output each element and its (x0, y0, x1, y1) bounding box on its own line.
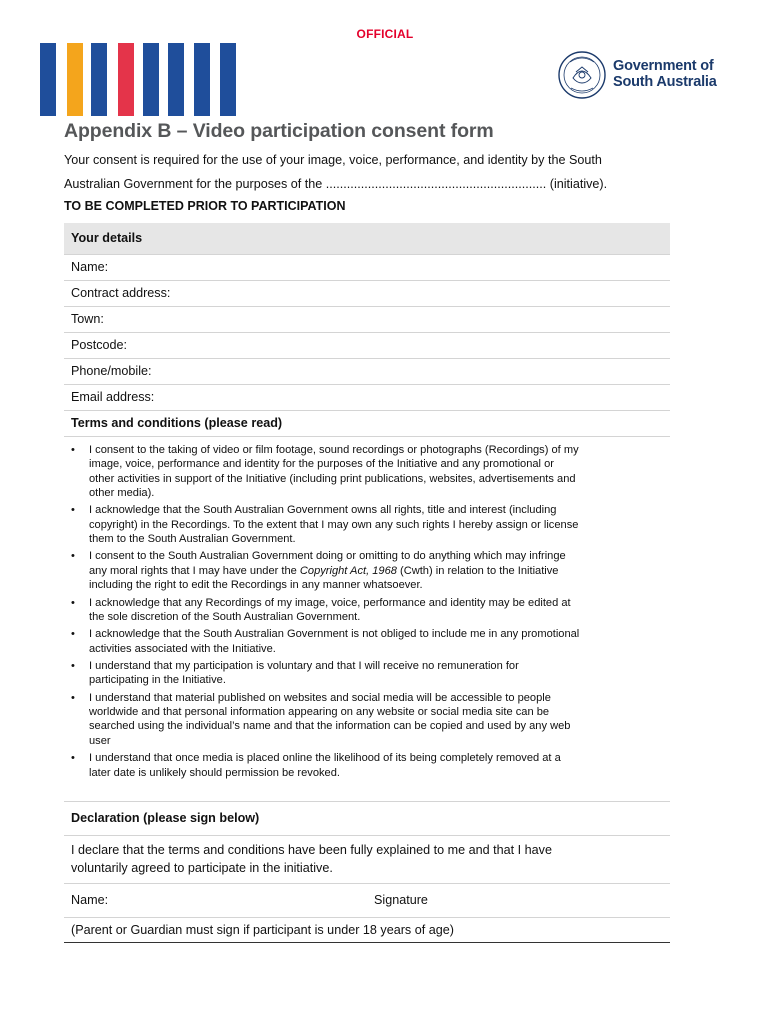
stripe (168, 43, 184, 116)
government-crest-icon (557, 50, 607, 100)
term-line: other activities in support of the Initiative (including print publications, websites, advertisements and (89, 472, 576, 485)
declaration-line: I declare that the terms and conditions have been fully explained to me and that I have (71, 843, 552, 857)
postcode-field[interactable]: Postcode: (64, 333, 670, 359)
intro-line: Your consent is required for the use of your image, voice, performance, and identity by the South (64, 153, 602, 167)
term-line: I understand that material published on websites and social media will be accessible to people (89, 691, 551, 704)
bullet-icon: • (71, 444, 75, 456)
list-item (64, 691, 670, 748)
term-line: I acknowledge that the South Australian Government owns all rights, title and interest (including (89, 504, 557, 517)
term-line: I consent to the South Australian Government doing or omitting to do anything which may infringe (89, 550, 566, 563)
list-item (64, 596, 670, 625)
list-item (64, 627, 670, 656)
prior-notice: TO BE COMPLETED PRIOR TO PARTICIPATION (64, 199, 346, 213)
declaration-section (64, 801, 670, 943)
terms-list (64, 443, 670, 783)
term-text: any moral rights that I may have under the (89, 564, 300, 577)
list-item (64, 751, 670, 780)
list-item (64, 659, 670, 688)
term-line: user (89, 734, 111, 747)
term-line: participating in the Initiative. (89, 674, 226, 687)
declaration-line: voluntarily agreed to participate in the initiative. (71, 860, 333, 875)
term-line: I acknowledge that any Recordings of my image, voice, performance and identity may be edited at (89, 596, 571, 609)
term-line: image, voice, performance and identity for the purposes of the Initiative and any promotional or (89, 458, 554, 471)
bullet-icon: • (71, 752, 75, 765)
stripe (220, 43, 236, 116)
bullet-icon: • (71, 550, 75, 563)
stripe (40, 43, 56, 116)
term-line: the sole discretion of the South Australian Government. (89, 610, 361, 623)
term-line: including the right to edit the Recordings in any manner whatsoever. (89, 579, 423, 592)
term-line: them to the South Australian Government. (89, 532, 296, 545)
your-details-heading: Your details (64, 223, 670, 254)
terms-heading: Terms and conditions (please read) (64, 410, 670, 437)
declaration-name-field[interactable]: Name: (71, 893, 109, 907)
bullet-icon: • (71, 504, 75, 517)
stripe (143, 43, 159, 116)
signature-field[interactable]: Signature (374, 893, 428, 907)
term-line: copyright) in the Recordings. To the extent that I may own any such rights I hereby assign or license (89, 518, 579, 531)
list-item (64, 549, 670, 592)
term-line: searched using the individual’s name and that the information can be copied and used by any web (89, 720, 571, 733)
stripe (194, 43, 210, 116)
term-line: I consent to the taking of video or film footage, sound recordings or photographs (Recordings) of my (89, 444, 579, 456)
declaration-text (64, 836, 670, 884)
signature-row (64, 884, 670, 918)
bullet-icon: • (71, 691, 75, 704)
bullet-icon: • (71, 596, 75, 609)
page-title: Appendix B – Video participation consent form (64, 120, 494, 142)
gov-name-line2: South Australia (613, 74, 717, 90)
government-logo (557, 50, 732, 102)
contract-address-field[interactable]: Contract address: (64, 281, 670, 307)
your-details-section (64, 223, 670, 411)
stripe (118, 43, 134, 116)
government-name (613, 58, 717, 90)
list-item (64, 503, 670, 546)
declaration-heading: Declaration (please sign below) (64, 801, 670, 836)
act-title: Copyright Act, 1968 (299, 564, 397, 577)
email-address-field[interactable]: Email address: (64, 385, 670, 411)
gov-name-line1: Government of (613, 58, 714, 74)
bullet-icon: • (71, 628, 75, 641)
stripe (67, 43, 83, 116)
brand-stripes (40, 43, 240, 116)
list-item (64, 443, 670, 500)
town-field[interactable]: Town: (64, 307, 670, 333)
term-text: (Cwth) in relation to the Initiative (396, 564, 559, 577)
term-line (89, 564, 670, 578)
term-line: later date is unlikely should permission be revoked. (89, 766, 340, 779)
term-line: other media). (89, 486, 155, 499)
intro-paragraph (64, 148, 704, 196)
term-line: worldwide and that personal information appearing on any website or social media site can be (89, 706, 550, 719)
stripe (91, 43, 107, 116)
term-line: I understand that once media is placed online the likelihood of its being completely removed at a (89, 752, 561, 765)
bullet-icon: • (71, 660, 75, 673)
classification-label: OFFICIAL (356, 27, 414, 41)
term-line: I understand that my participation is voluntary and that I will receive no remuneration for (89, 660, 519, 673)
phone-mobile-field[interactable]: Phone/mobile: (64, 359, 670, 385)
name-field[interactable]: Name: (64, 254, 670, 281)
guardian-note: (Parent or Guardian must sign if participant is under 18 years of age) (64, 918, 670, 943)
term-line: activities associated with the Initiative. (89, 642, 276, 655)
term-line: I acknowledge that the South Australian Government is not obliged to include me in any promotional (89, 628, 580, 641)
intro-line: Australian Government for the purposes of the ............................................................... (initiative). (64, 177, 608, 191)
